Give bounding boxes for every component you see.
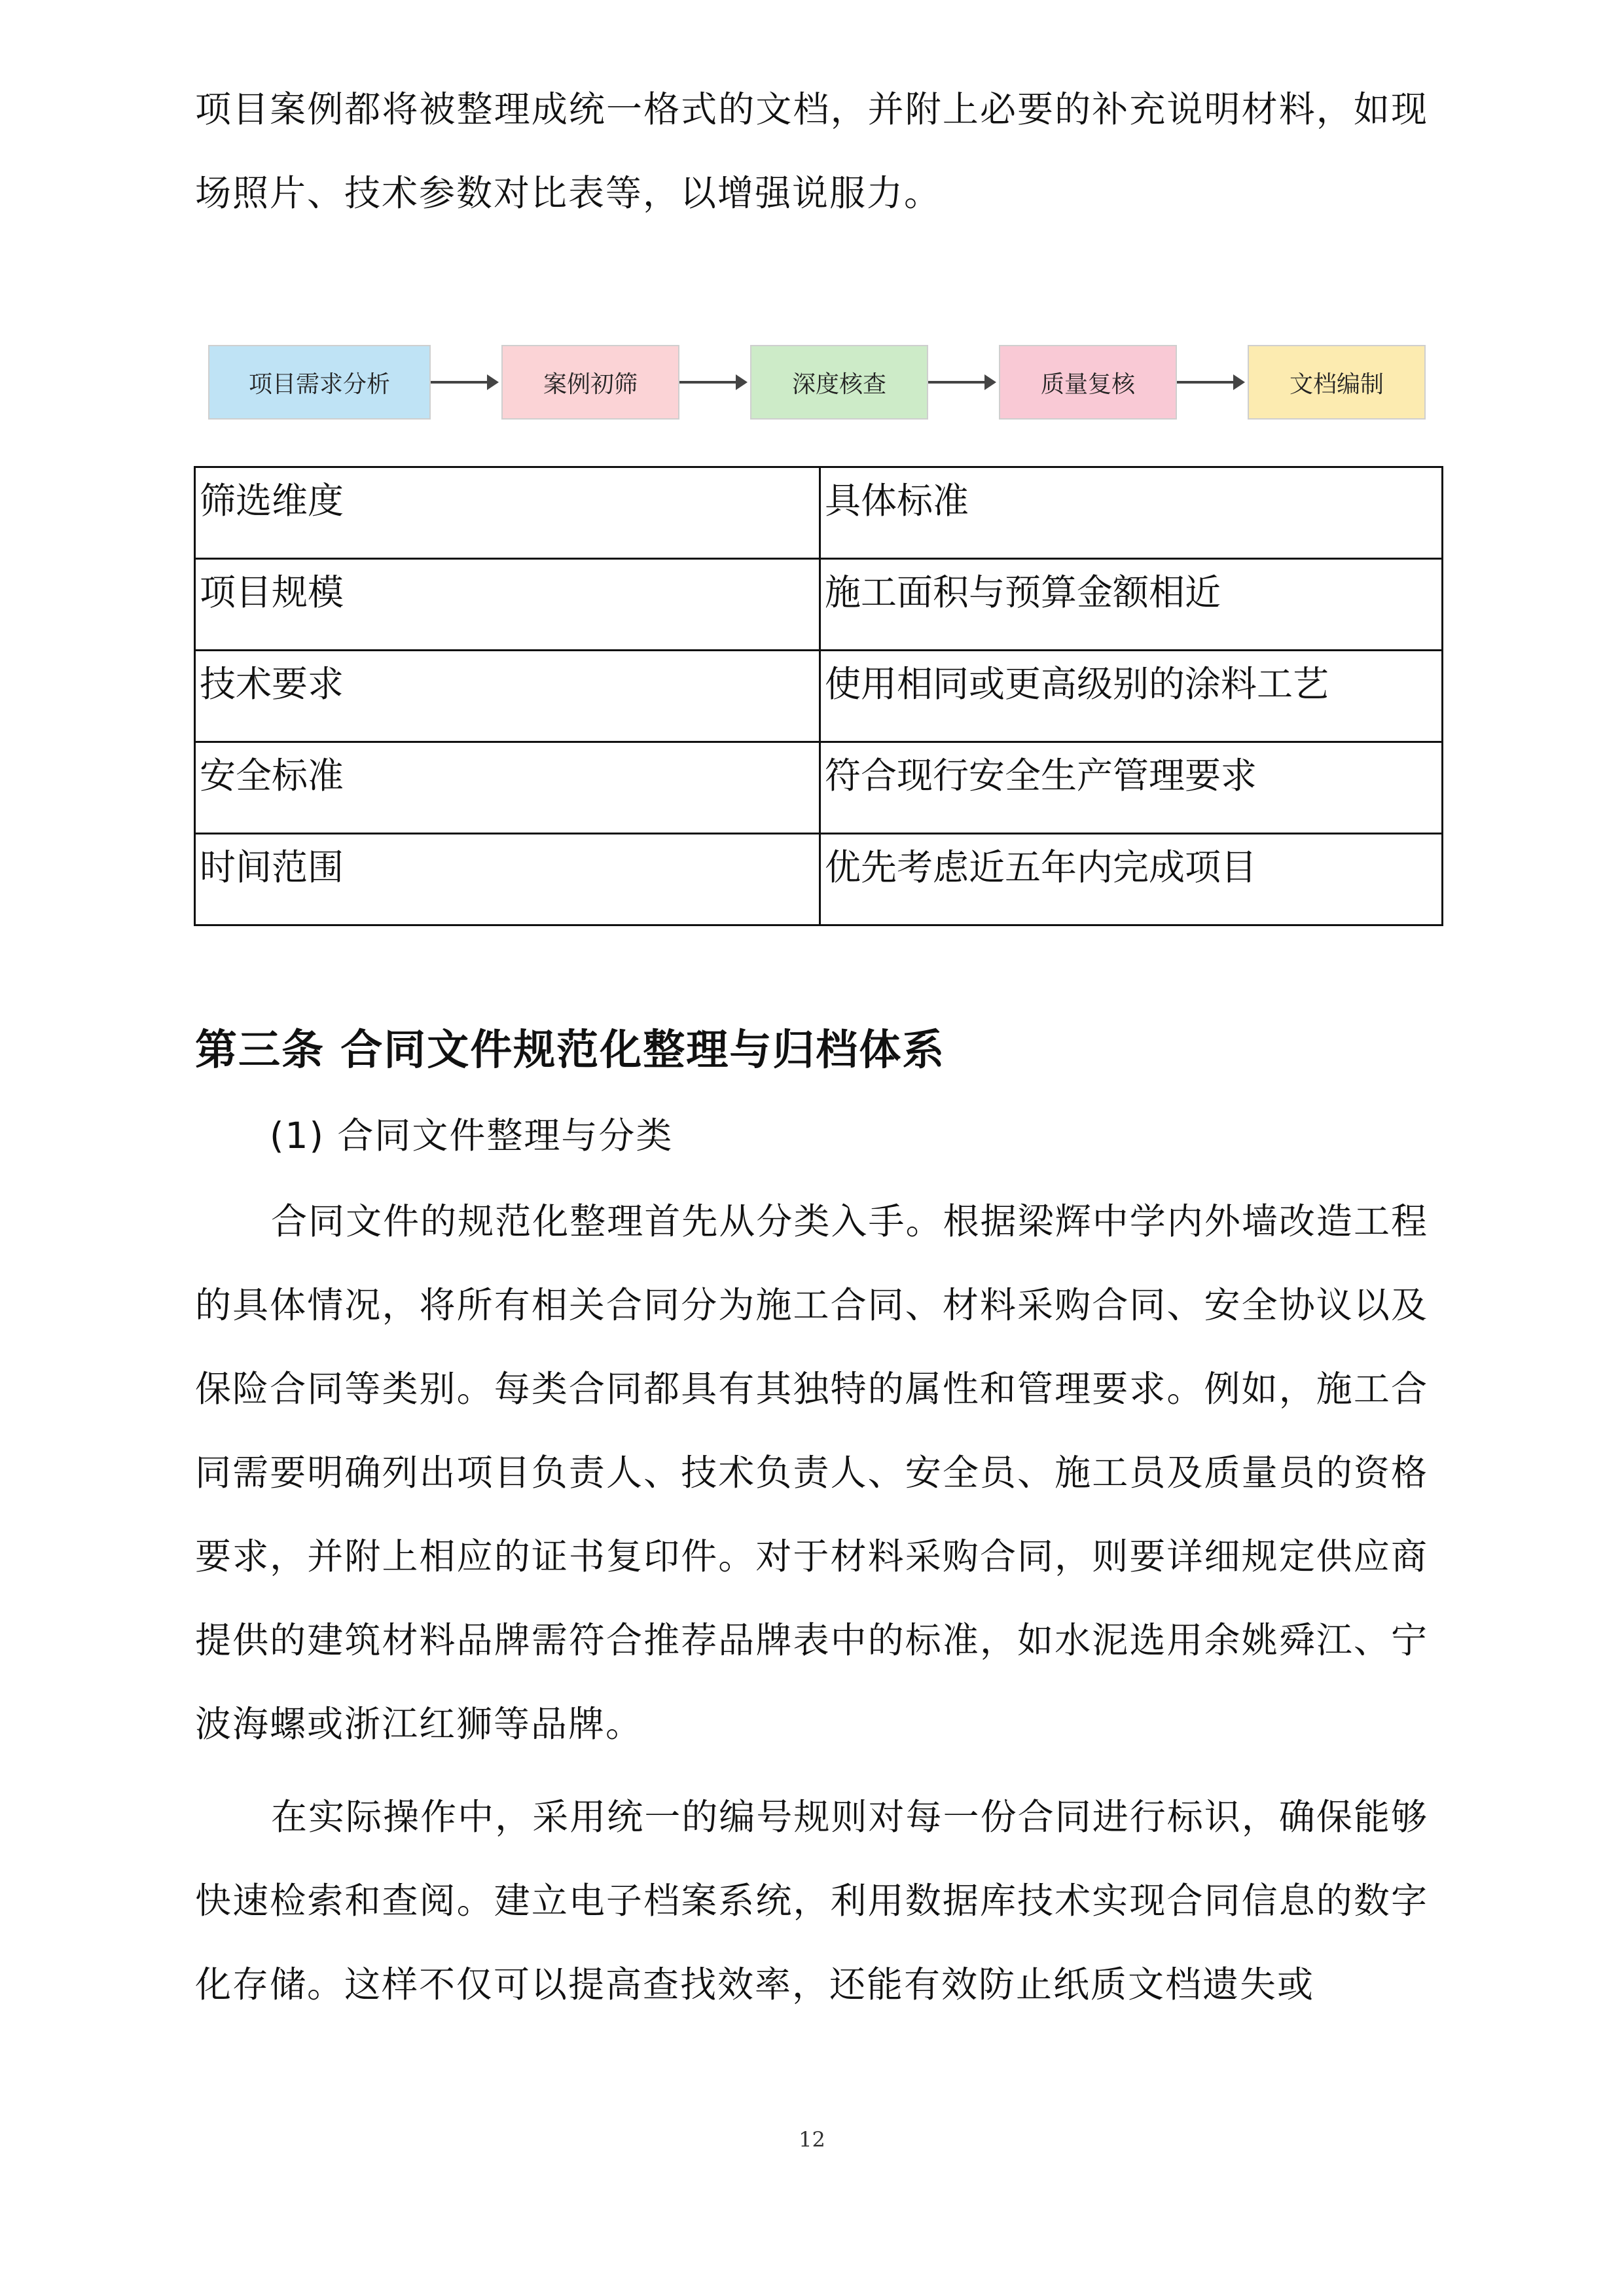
flow-step-5: 文档编制 bbox=[1248, 345, 1426, 420]
intro-paragraph: 项目案例都将被整理成统一格式的文档，并附上必要的补充说明材料，如现场照片、技术参数对比表等，以增强说服力。 bbox=[195, 88, 1428, 214]
body-paragraph-2: 在实际操作中，采用统一的编号规则对每一份合同进行标识，确保能够快速检索和查阅。建立电子档案系统，利用数据库技术实现合同信息的数字化存储。这样不仅可以提高查找效率，还能有效防止纸质文档遗失或 bbox=[195, 1796, 1428, 2005]
table-cell: 施工面积与预算金额相近 bbox=[820, 559, 1443, 651]
process-flowchart bbox=[208, 345, 1427, 422]
table-header-cell: 筛选维度 bbox=[195, 467, 820, 559]
flow-step-1: 项目需求分析 bbox=[208, 345, 431, 420]
table-cell: 安全标准 bbox=[195, 742, 820, 834]
table-row bbox=[195, 651, 1443, 742]
table-row bbox=[195, 834, 1443, 925]
flow-arrow-2 bbox=[679, 381, 745, 384]
body-paragraph-1: 合同文件的规范化整理首先从分类入手。根据梁辉中学内外墙改造工程的具体情况，将所有相关合同分为施工合同、材料采购合同、安全协议以及保险合同等类别。每类合同都具有其独特的属性和管理要求。例如，施工合同需要明确列出项目负责人、技术负责人、安全员、施工员及质量员的资格要求，并附上相应的证书复印件。对于材料采购合同，则要详细规定供应商提供的建筑材料品牌需符合推荐品牌表中的标准，如水泥选用余姚舜江、宁波海螺或浙江红狮等品牌。 bbox=[195, 1200, 1428, 1745]
subheading: (1) 合同文件整理与分类 bbox=[270, 1115, 674, 1157]
table-header-cell: 具体标准 bbox=[820, 467, 1443, 559]
table-cell: 时间范围 bbox=[195, 834, 820, 925]
flow-arrow-1 bbox=[431, 381, 496, 384]
page-number: 12 bbox=[799, 2127, 825, 2152]
table-cell: 使用相同或更高级别的涂料工艺 bbox=[820, 651, 1443, 742]
table-row bbox=[195, 559, 1443, 651]
criteria-table bbox=[194, 466, 1443, 926]
flow-step-3: 深度核查 bbox=[750, 345, 928, 420]
flow-step-2: 案例初筛 bbox=[501, 345, 679, 420]
table-row bbox=[195, 742, 1443, 834]
table-cell: 项目规模 bbox=[195, 559, 820, 651]
table-cell: 技术要求 bbox=[195, 651, 820, 742]
flow-arrow-3 bbox=[928, 381, 994, 384]
table-cell: 符合现行安全生产管理要求 bbox=[820, 742, 1443, 834]
table-cell: 优先考虑近五年内完成项目 bbox=[820, 834, 1443, 925]
section-heading: 第三条 合同文件规范化整理与归档体系 bbox=[195, 1026, 946, 1075]
table-header-row bbox=[195, 467, 1443, 559]
flow-step-4: 质量复核 bbox=[999, 345, 1177, 420]
flow-arrow-4 bbox=[1177, 381, 1242, 384]
